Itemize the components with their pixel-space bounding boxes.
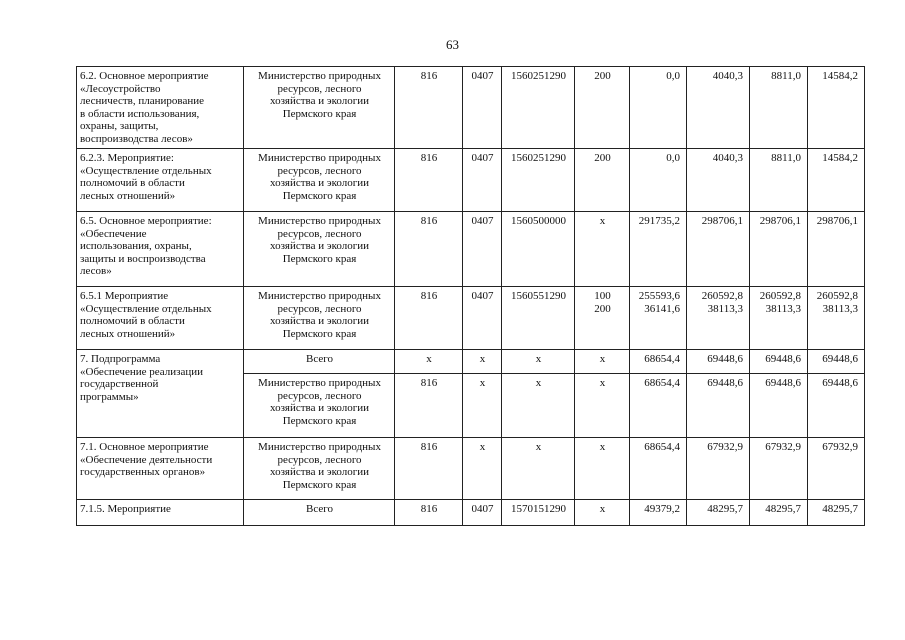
value-cell-1: 68654,4 [630, 438, 687, 500]
section-cell: 0407 [463, 287, 502, 350]
value-cell-4: 298706,1 [808, 212, 865, 287]
executor-cell: Министерство природных ресурсов, лесного хозяйства и экологии Пермского края [244, 67, 395, 149]
target-cell: 1560251290 [502, 67, 575, 149]
value-cell-2: 260592,8 38113,3 [687, 287, 750, 350]
row-name-cell: 6.2.3. Мероприятие: «Осуществление отдельных полномочий в области лесных отношений» [77, 149, 244, 212]
value-cell-1: 49379,2 [630, 500, 687, 526]
value-cell-4: 14584,2 [808, 67, 865, 149]
budget-table [76, 66, 865, 526]
value-cell-3: 67932,9 [750, 438, 808, 500]
grbs-cell: 816 [395, 67, 463, 149]
grbs-cell: 816 [395, 374, 463, 438]
section-cell: 0407 [463, 67, 502, 149]
target-cell: 1560551290 [502, 287, 575, 350]
target-cell: 1560251290 [502, 149, 575, 212]
value-cell-2: 298706,1 [687, 212, 750, 287]
target-cell: х [502, 438, 575, 500]
table-row [77, 287, 865, 350]
section-cell: х [463, 438, 502, 500]
executor-cell: Министерство природных ресурсов, лесного хозяйства и экологии Пермского края [244, 287, 395, 350]
expense-cell: х [575, 350, 630, 374]
table-row [77, 149, 865, 212]
expense-cell: х [575, 500, 630, 526]
expense-cell: х [575, 438, 630, 500]
value-cell-4: 48295,7 [808, 500, 865, 526]
value-cell-4: 14584,2 [808, 149, 865, 212]
value-cell-3: 260592,8 38113,3 [750, 287, 808, 350]
executor-cell: Всего [244, 500, 395, 526]
row-name-cell: 7.1. Основное мероприятие «Обеспечение деятельности государственных органов» [77, 438, 244, 500]
grbs-cell: 816 [395, 212, 463, 287]
grbs-cell: 816 [395, 438, 463, 500]
value-cell-2: 4040,3 [687, 149, 750, 212]
executor-cell: Министерство природных ресурсов, лесного хозяйства и экологии Пермского края [244, 438, 395, 500]
value-cell-3: 48295,7 [750, 500, 808, 526]
value-cell-3: 69448,6 [750, 350, 808, 374]
expense-cell: х [575, 212, 630, 287]
value-cell-1: 0,0 [630, 67, 687, 149]
expense-cell: х [575, 374, 630, 438]
table-row [77, 500, 865, 526]
grbs-cell: 816 [395, 500, 463, 526]
section-cell: 0407 [463, 212, 502, 287]
executor-cell: Министерство природных ресурсов, лесного хозяйства и экологии Пермского края [244, 149, 395, 212]
value-cell-3: 69448,6 [750, 374, 808, 438]
value-cell-4: 260592,8 38113,3 [808, 287, 865, 350]
value-cell-4: 67932,9 [808, 438, 865, 500]
value-cell-2: 67932,9 [687, 438, 750, 500]
section-cell: 0407 [463, 500, 502, 526]
section-cell: х [463, 350, 502, 374]
executor-cell: Министерство природных ресурсов, лесного хозяйства и экологии Пермского края [244, 212, 395, 287]
executor-cell: Министерство природных ресурсов, лесного хозяйства и экологии Пермского края [244, 374, 395, 438]
table-row [77, 212, 865, 287]
value-cell-2: 69448,6 [687, 374, 750, 438]
expense-cell: 100 200 [575, 287, 630, 350]
target-cell: 1560500000 [502, 212, 575, 287]
row-name-cell: 6.2. Основное мероприятие «Лесоустройство лесничеств, планирование в области использования, охраны, защиты, воспроизводства лесов» [77, 67, 244, 149]
value-cell-1: 68654,4 [630, 350, 687, 374]
value-cell-1: 68654,4 [630, 374, 687, 438]
value-cell-1: 291735,2 [630, 212, 687, 287]
value-cell-3: 8811,0 [750, 67, 808, 149]
row-name-cell: 7.1.5. Мероприятие [77, 500, 244, 526]
page-number: 63 [446, 37, 459, 52]
executor-cell: Всего [244, 350, 395, 374]
row-name-cell: 6.5.1 Мероприятие «Осуществление отдельных полномочий в области лесных отношений» [77, 287, 244, 350]
table-row [77, 67, 865, 149]
grbs-cell: х [395, 350, 463, 374]
value-cell-3: 8811,0 [750, 149, 808, 212]
value-cell-1: 0,0 [630, 149, 687, 212]
expense-cell: 200 [575, 149, 630, 212]
section-cell: х [463, 374, 502, 438]
value-cell-1: 255593,6 36141,6 [630, 287, 687, 350]
value-cell-4: 69448,6 [808, 350, 865, 374]
target-cell: 1570151290 [502, 500, 575, 526]
grbs-cell: 816 [395, 287, 463, 350]
value-cell-2: 4040,3 [687, 67, 750, 149]
row-name-cell: 6.5. Основное мероприятие: «Обеспечение использования, охраны, защиты и воспроизводства лесов» [77, 212, 244, 287]
value-cell-4: 69448,6 [808, 374, 865, 438]
value-cell-2: 69448,6 [687, 350, 750, 374]
row-name-cell: 7. Подпрограмма «Обеспечение реализации государственной программы» [77, 350, 244, 438]
value-cell-2: 48295,7 [687, 500, 750, 526]
section-cell: 0407 [463, 149, 502, 212]
grbs-cell: 816 [395, 149, 463, 212]
expense-cell: 200 [575, 67, 630, 149]
target-cell: х [502, 374, 575, 438]
value-cell-3: 298706,1 [750, 212, 808, 287]
table-row [77, 350, 865, 374]
target-cell: х [502, 350, 575, 374]
table-row [77, 438, 865, 500]
